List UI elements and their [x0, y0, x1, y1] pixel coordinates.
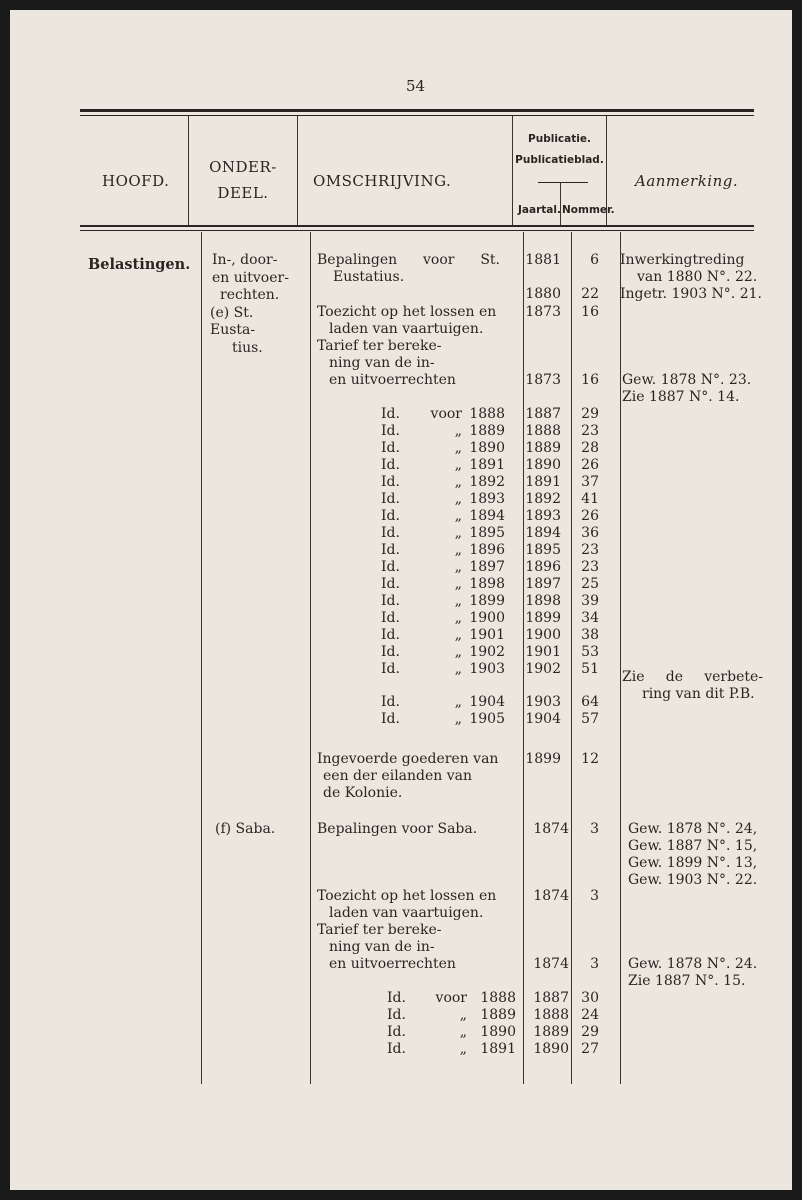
e-id-row-voor: „: [454, 694, 462, 710]
e-rem2: Ingetr. 1903 N°. 21.: [620, 286, 762, 302]
header-publicatie: Publicatie.: [528, 133, 591, 145]
f-desc1: Bepalingen voor Saba.: [317, 821, 478, 837]
e-id-row-id: Id.: [381, 542, 400, 558]
e-id-row-voor: „: [454, 508, 462, 524]
f-id-row-nr: 30: [581, 990, 599, 1006]
e-id-row-jaar: 1892: [525, 491, 561, 507]
onderdeel-f: (f) Saba.: [215, 821, 276, 837]
f-id-row-id: Id.: [387, 1041, 406, 1057]
e-id-row-id: Id.: [381, 627, 400, 643]
e-id-row-voor: „: [454, 627, 462, 643]
e-id-row-nr: 53: [581, 644, 599, 660]
e-id-row-id: Id.: [381, 525, 400, 541]
e-id-row-nr: 41: [581, 491, 599, 507]
e-desc3: Tarief ter bereke-: [317, 338, 442, 354]
f-id-row-year: 1891: [480, 1041, 516, 1057]
header-jaartal: Jaartal.: [518, 204, 561, 216]
e-id-row-voor: „: [454, 440, 462, 456]
e-id-row-jaar: 1897: [525, 576, 561, 592]
f-id-row-voor: voor: [435, 990, 467, 1006]
header-onderdeel-2: DEEL.: [217, 184, 269, 202]
f-rem2: Gew. 1878 N°. 24.: [628, 956, 758, 972]
e-id-row-jaar: 1903: [525, 694, 561, 710]
e-id-row-year: 1899: [469, 593, 505, 609]
e-id-row-nr: 26: [581, 457, 599, 473]
f-id-row-nr: 29: [581, 1024, 599, 1040]
e-id-row-jaar: 1896: [525, 559, 561, 575]
e-id-row-voor: „: [454, 542, 462, 558]
f-id-row-id: Id.: [387, 1024, 406, 1040]
e-id-row-jaar: 1901: [525, 644, 561, 660]
e-id-row-nr: 34: [581, 610, 599, 626]
document-page: 54 HOOFD. ONDER- DEEL. OMSCHRIJVING. Publicatie. Publicatieblad. Jaartal. Nommer. Aanmerking. Belastingen. In-, door- en uitvoer- rechten. (e) St. Eusta- tius. (f) Saba. Bepalingen voor St. Eustatius. Toezicht op het lossen en laden van vaartuigen. Tarief ter bereke- ning van de in- en uitvoerrechten Ingevoerde goederen van een der eilanden van de Kolonie. 1881 6 1880 22 1873 16 1873 16 1899 12 Inwerkingtreding van 1880 N°. 22. Ingetr. 1903 N°. 21. Gew. 1878 N°. 23. Zie 1887 N°. 14. Zie de verbete- ring van dit P.B. Id. voor 1888 1887 29 Id. „ 1889 1888 23 Id. „ 1890 1889 28 Id. „ 1891 1890 26 Id. „ 1892 1891 37 Id. „ 1893 1892 41 Id. „ 1894 1893 26 Id. „ 1895 1894 36 Id. „ 1896 1895 23 Id. „ 1897 1896 23 Id. „ 1898 1897 25 Id. „ 1899 1898 39 Id. „ 1900 1899 34 Id. „ 1901 1900 38 Id. „ 1902 1901 53 Id. „ 1903 1902 51 Id. „ 1904 1903 64 Id. „ 1905 1904 57 Bepalingen voor Saba. Toezicht op het lossen en laden van vaartuigen. Tarief ter bereke- ning van de in- en uitvoerrechten 1874 3 1874 3 1874 3 Gew. 1878 N°. 24, Gew. 1887 N°. 15, Gew. 1899 N°. 13, Gew. 1903 N°. 22. Gew. 1878 N°. 24. Zie 1887 N°. 15. Id. voor 1888 1887 30 Id. „ 1889 1888 24 Id. „ 1890 1889 29 Id. „ 1891 1890 27: [10, 10, 792, 1190]
e-id-row-voor: „: [454, 559, 462, 575]
f-id-row-year: 1889: [480, 1007, 516, 1023]
e-rem3: Gew. 1878 N°. 23.: [622, 372, 752, 388]
header-top-rule-thin: [80, 115, 754, 116]
header-onderdeel-1: ONDER-: [209, 158, 277, 176]
e-id-row-nr: 36: [581, 525, 599, 541]
e-id-row-voor: „: [454, 610, 462, 626]
f-id-row-year: 1890: [480, 1024, 516, 1040]
e-id-row-year: 1890: [469, 440, 505, 456]
e-rem1: Inwerkingtreding: [620, 252, 745, 268]
onderdeel-e: In-, door- en uitvoer- rechten. (e) St. Eusta- tius.: [210, 252, 289, 356]
e-id-row-year: 1898: [469, 576, 505, 592]
f-id-row-jaar: 1887: [533, 990, 569, 1006]
f-id-row-jaar: 1889: [533, 1024, 569, 1040]
header-omschrijving: OMSCHRIJVING.: [313, 172, 452, 190]
e-id-row-year: 1902: [469, 644, 505, 660]
e-id-row-year: 1897: [469, 559, 505, 575]
e-id-row-voor: „: [454, 593, 462, 609]
e-id-row-jaar: 1902: [525, 661, 561, 677]
e-desc1: Bepalingen voor St.: [317, 252, 500, 268]
e-id-row-id: Id.: [381, 508, 400, 524]
e-id-row-year: 1896: [469, 542, 505, 558]
e-id-row-nr: 64: [581, 694, 599, 710]
e-r1-jaar: 1881: [525, 252, 561, 268]
e-id-row-jaar: 1900: [525, 627, 561, 643]
e-id-row-year: 1893: [469, 491, 505, 507]
f-id-row-id: Id.: [387, 990, 406, 1006]
e-id-row-nr: 23: [581, 559, 599, 575]
e-id-row-id: Id.: [381, 406, 400, 422]
e-id-row-id: Id.: [381, 576, 400, 592]
e-id-row-jaar: 1898: [525, 593, 561, 609]
e-id-row-id: Id.: [381, 491, 400, 507]
e-id-row-id: Id.: [381, 610, 400, 626]
e-id-row-nr: 29: [581, 406, 599, 422]
e-id-row-nr: 28: [581, 440, 599, 456]
e-id-row-voor: „: [454, 474, 462, 490]
e-id-row-voor: „: [454, 457, 462, 473]
e-id-row-year: 1895: [469, 525, 505, 541]
e-id-row-year: 1904: [469, 694, 505, 710]
e-id-row-voor: „: [454, 576, 462, 592]
e-id-row-year: 1888: [469, 406, 505, 422]
header-top-rule: [80, 109, 754, 112]
f-id-row-nr: 24: [581, 1007, 599, 1023]
e-id-row-voor: „: [454, 423, 462, 439]
e-id-row-id: Id.: [381, 559, 400, 575]
e-id-row-year: 1901: [469, 627, 505, 643]
e-id-row-nr: 37: [581, 474, 599, 490]
f-rem1: Gew. 1878 N°. 24, Gew. 1887 N°. 15, Gew. 1899 N°. 13, Gew. 1903 N°. 22.: [628, 821, 758, 888]
e-rem4: Zie de verbete-: [622, 669, 763, 685]
header-hoofd: HOOFD.: [102, 172, 170, 190]
e-id-row-voor: voor: [430, 406, 462, 422]
e-desc2: Toezicht op het lossen en: [317, 304, 497, 320]
f-desc2: Toezicht op het lossen en: [317, 888, 497, 904]
f-id-row-voor: „: [459, 1024, 467, 1040]
e-id-row-voor: „: [454, 525, 462, 541]
e-id-row-jaar: 1891: [525, 474, 561, 490]
e-id-row-voor: „: [454, 644, 462, 660]
header-publicatieblad: Publicatieblad.: [515, 154, 604, 166]
e-id-row-year: 1905: [469, 711, 505, 727]
e-id-row-jaar: 1893: [525, 508, 561, 524]
f-id-row-id: Id.: [387, 1007, 406, 1023]
e-id-row-nr: 39: [581, 593, 599, 609]
header-bottom-rule-thin: [80, 230, 754, 231]
e-id-row-id: Id.: [381, 440, 400, 456]
e-id-row-jaar: 1887: [525, 406, 561, 422]
e-id-row-nr: 26: [581, 508, 599, 524]
header-bottom-rule: [80, 225, 754, 227]
header-nommer: Nommer.: [562, 204, 615, 216]
e-id-row-year: 1889: [469, 423, 505, 439]
e-id-row-id: Id.: [381, 694, 400, 710]
f-id-row-jaar: 1888: [533, 1007, 569, 1023]
e-id-row-nr: 23: [581, 542, 599, 558]
e-id-row-jaar: 1888: [525, 423, 561, 439]
e-id-row-voor: „: [454, 711, 462, 727]
e-id-row-nr: 57: [581, 711, 599, 727]
e-id-row-voor: „: [454, 491, 462, 507]
e-id-row-nr: 38: [581, 627, 599, 643]
hoofd-label: Belastingen.: [88, 256, 191, 273]
e-id-row-id: Id.: [381, 711, 400, 727]
f-desc3: Tarief ter bereke-: [317, 922, 442, 938]
e-id-row-jaar: 1889: [525, 440, 561, 456]
e-id-row-jaar: 1895: [525, 542, 561, 558]
e-id-row-jaar: 1894: [525, 525, 561, 541]
f-id-row-nr: 27: [581, 1041, 599, 1057]
e-id-row-jaar: 1904: [525, 711, 561, 727]
e-id-row-year: 1891: [469, 457, 505, 473]
e-id-row-year: 1903: [469, 661, 505, 677]
e-desc4: Ingevoerde goederen van: [317, 751, 499, 767]
page-number: 54: [406, 77, 426, 95]
e-id-row-id: Id.: [381, 644, 400, 660]
e-id-row-jaar: 1890: [525, 457, 561, 473]
f-id-row-voor: „: [459, 1007, 467, 1023]
f-id-row-year: 1888: [480, 990, 516, 1006]
f-id-row-voor: „: [459, 1041, 467, 1057]
f-id-row-jaar: 1890: [533, 1041, 569, 1057]
e-id-row-nr: 51: [581, 661, 599, 677]
publicatie-divider: [538, 182, 588, 183]
e-id-row-id: Id.: [381, 593, 400, 609]
header-aanmerking: Aanmerking.: [635, 172, 739, 190]
e-id-row-id: Id.: [381, 474, 400, 490]
e-id-row-id: Id.: [381, 423, 400, 439]
e-id-row-year: 1892: [469, 474, 505, 490]
e-id-row-nr: 25: [581, 576, 599, 592]
e-id-row-year: 1894: [469, 508, 505, 524]
e-id-row-id: Id.: [381, 457, 400, 473]
e-id-row-year: 1900: [469, 610, 505, 626]
e-id-row-id: Id.: [381, 661, 400, 677]
e-id-row-jaar: 1899: [525, 610, 561, 626]
e-r1-nr: 6: [590, 252, 599, 268]
e-id-row-voor: „: [454, 661, 462, 677]
e-id-row-nr: 23: [581, 423, 599, 439]
